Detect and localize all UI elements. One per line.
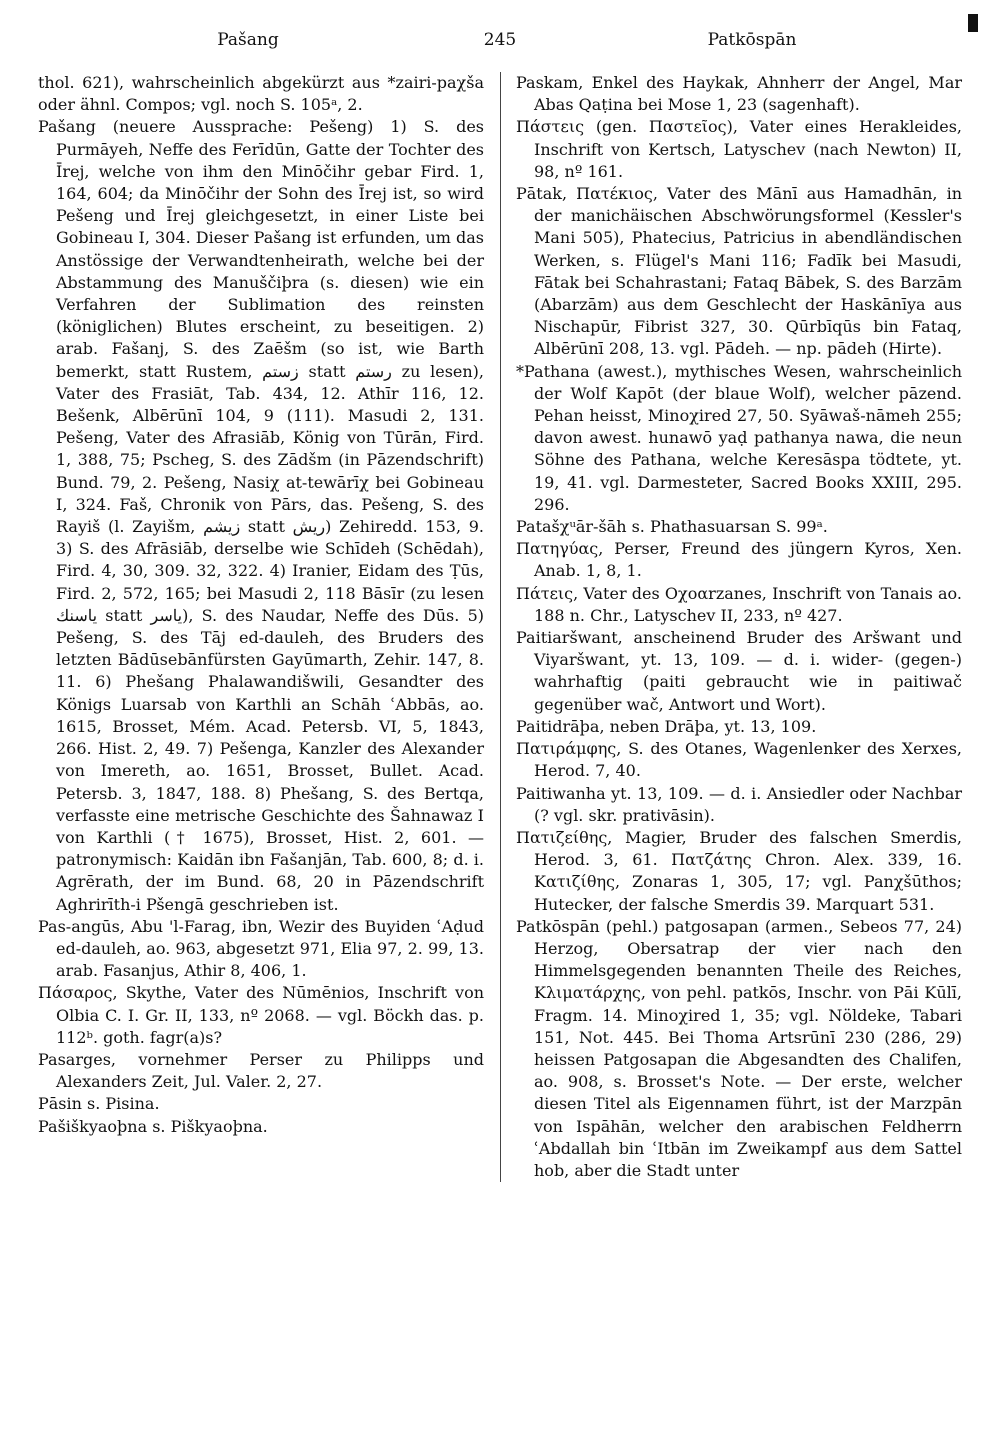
entry-pategyas: Πατηγύας, Perser, Freund des jüngern Kyros, Xen. Anab. 1, 8, 1.: [516, 539, 962, 581]
entry-pasarges: Pasarges, vornehmer Perser zu Philipps und Alexanders Zeit, Jul. Valer. 2, 27.: [38, 1049, 484, 1092]
entry-patkospan: Patkōspān (pehl.) patgosapan (armen., Sebeos 77, 24) Herzog, Obersatrap der vier nach den Himmelsgegenden benannten Theile des Reiches, Κλιματάρχης, von pehl. patkōs, Inschr. von Pāi Kūlī, Fragm. 14. Minoχired 1, 35; vgl. Nöldeke, Tabari 151, Not. 445. Bei Thoma Artsrūnī 230 (286, 29) heissen Patgosapan die Abgesandten des Chalifen, ao. 908, s. Brosset's Note. — Der erste, welcher diesen Titel als Eigennamen führt, ist der Marzpān von Ispāhān, welcher den arabischen Feldherrn ʿAbdallah bin ʿItbān im Zweikampf aus dem Sattel hob, aber die Stadt unter: [516, 916, 962, 1180]
entry-patak: Pātak, Πατέκιος, Vater des Mānī aus Hamadhān, in der manichäischen Abschwörungsformel (Kessler's Mani 505), Phatecius, Patricius in abendländischen Werken, s. Flügel's Mani 116; Fadīk bei Masudi, Fātak bei Schahrastani; Fataq Bābek, S. des Barzām (Abarzām) aus dem Geschlecht der Haskānīya aus Nischapūr, Fibrist 327, 30. Qūrbīqūs bin Fataq, Albērūnī 208, 13. vgl. Pādeh. — np. pādeh (Hirte).: [516, 184, 962, 359]
left-column: [38, 72, 484, 1182]
page-number: 245: [483, 30, 517, 50]
entry-paitidratha: Paitidrāþa, neben Drāþa, yt. 13, 109.: [516, 716, 817, 736]
entry-pasiskyaothna: Pašiškyaoþna s. Piškyaoþna.: [38, 1116, 268, 1136]
entry-patizeithes: Πατιζείθης, Magier, Bruder des falschen Smerdis, Herod. 3, 61. Πατζάτης Chron. Alex. 339, 16. Κατιζίθης, Zonaras 1, 305, 17; vgl. Panχšūthos; Hutecker, der falsche Smerdis 39. Marquart 531.: [516, 827, 962, 914]
entry-paitiwanha: Paitiwanha yt. 13, 109. — d. i. Ansiedler oder Nachbar (? vgl. skr. prativāsin).: [516, 783, 962, 825]
entry-continuation: thol. 621), wahrscheinlich abgekürzt aus *zairi-paχša oder ähnl. Compos; vgl. noch S. 105ᵃ, 2.: [38, 73, 484, 115]
entry-pas-angus: Pas-angūs, Abu 'l-Farag, ibn, Wezir des Buyiden ʿAḍud ed-dauleh, ao. 963, abgesetzt 971, Elia 97, 2. 99, 13. arab. Fasanjus, Athir 8, 406, 1.: [38, 916, 484, 981]
entry-patashxar-shah: Patašχᵘār-šāh s. Phathasuarsan S. 99ᵃ.: [516, 517, 828, 537]
scan-edge-mark: [968, 14, 978, 32]
entry-pasin: Pāsin s. Pisina.: [38, 1094, 160, 1114]
entry-pateis: Πάτεις, Vater des Οχοαrzanes, Inschrift von Tanais ao. 188 n. Chr., Latyschev II, 233, nº 427.: [516, 583, 962, 625]
running-head: [38, 30, 962, 64]
entry-paitiarswant: Paitiaršwant, anscheinend Bruder des Aršwant und Viyaršwant, yt. 13, 109. — d. i. wider- (gegen-) wahrhaftig (paiti gebraucht wie in paitiwač gegenüber wač, Antwort und Wort).: [516, 628, 962, 714]
entry-patiramphes: Πατιράμφης, S. des Otanes, Wagenlenker des Xerxes, Herod. 7, 40.: [516, 739, 962, 781]
right-column: [516, 72, 962, 1182]
entry-paskam: Paskam, Enkel des Haykak, Ahnherr der Angel, Mar Abas Qaṭina bei Mose 1, 23 (sagenhaft).: [516, 73, 962, 115]
entry-pathana: *Pathana (awest.), mythisches Wesen, wahrscheinlich der Wolf Kapōt (der blaue Wolf), welcher pāzend. Pehan heisst, Minoχired 27, 50. Syāwaš-nāmeh 255; davon awest. hunawō yaḍ pathanya nawa, die neun Söhne des Pathana, welche Keresāspa tödtete, yt. 19, 41. vgl. Darmesteter, Sacred Books XXIII, 295. 296.: [516, 361, 962, 514]
header-left-keyword: Pašang: [217, 30, 279, 50]
entry-pasteis: Πάστεις (gen. Παστεῖος), Vater eines Herakleides, Inschrift von Kertsch, Latyschev (nach Newton) II, 98, nº 161.: [516, 117, 962, 181]
column-divider: [500, 72, 501, 1182]
two-column-body: [38, 72, 962, 1182]
entry-pasaros: Πάσαρος, Skythe, Vater des Nūmēnios, Inschrift von Olbia C. I. Gr. II, 133, nº 2068. — vgl. Böckh das. p. 112ᵇ. goth. fagr(a)s?: [38, 983, 484, 1047]
entry-pasang: Pašang (neuere Aussprache: Pešeng) 1) S. des Purmāyeh, Neffe des Ferīdūn, Gatte der Tochter des Īrej, welche von ihm den Minōčihr gebar Fird. 1, 164, 604; da Minōčihr der Sohn des Īrej ist, so wird Pešeng und Īrej gleichgesetzt, in einer Liste bei Gobineau I, 304. Dieser Pašang ist erfunden, um das Anstössige der Verwandtenheirath, welche bei der Abstammung des Manuščiþra (s. diesen) wie ein Verfahren der Sublimation des reinsten (königlichen) Blutes erscheint, zu beseitigen. 2) arab. Fašanj, S. des Zaēšm (so ist, wie Barth bemerkt, statt Rustem, زستم statt رستم zu lesen), Vater des Frasiāt, Tab. 434, 12. Athīr 116, 12. Bešenk, Albērūnī 104, 9 (111). Masudi 2, 131. Pešeng, Vater des Afrasiāb, König von Tūrān, Fird. 1, 388, 75; Pscheg, S. des Zādšm (in Pāzendschrift) Bund. 79, 2. Pešeng, Nasiχ at-tewārīχ bei Gobineau I, 324. Faš, Chronik von Pārs, das. Pešeng, S. des Rayiš (l. Zayišm, زيشم statt ريش) Zehiredd. 153, 9. 3) S. des Afrāsiāb, derselbe wie Schīdeh (Schēdah), Fird. 4, 30, 309. 32, 322. 4) Iranier, Eidam des Ṭūs, Fird. 2, 572, 165; bei Masudi 2, 118 Bāsīr (zu lesen ياسنك statt ياسر), S. des Naudar, Neffe des Dūs. 5) Pešeng, S. des Tāj ed-dauleh, des Bruders des letzten Bādūsebānfürsten Gayūmarth, Zehir. 147, 8. 11. 6) Phešang Phalawandišwili, Gesandter des Königs Luarsab von Karthli an Schāh ʿAbbās, ao. 1615, Brosset, Mém. Acad. Petersb. VI, 5, 1843, 266. Hist. 2, 49. 7) Pešenga, Kanzler des Alexander von Imereth, ao. 1651, Brosset, Bullet. Acad. Petersb. 3, 1847, 188. 8) Phešang, S. des Bertqa, verfasste eine metrische Geschichte des Šahnawaz I von Karthli († 1675), Brosset, Hist. 2, 601. — patronymisch: Kaidān ibn Fašanjān, Tab. 600, 8; d. i. Agrērath, der im Bund. 68, 20 in Pāzendschrift Aghrirīth-i Pšengā geschrieben ist.: [38, 117, 485, 914]
header-right-keyword: Patkōspān: [707, 30, 797, 50]
